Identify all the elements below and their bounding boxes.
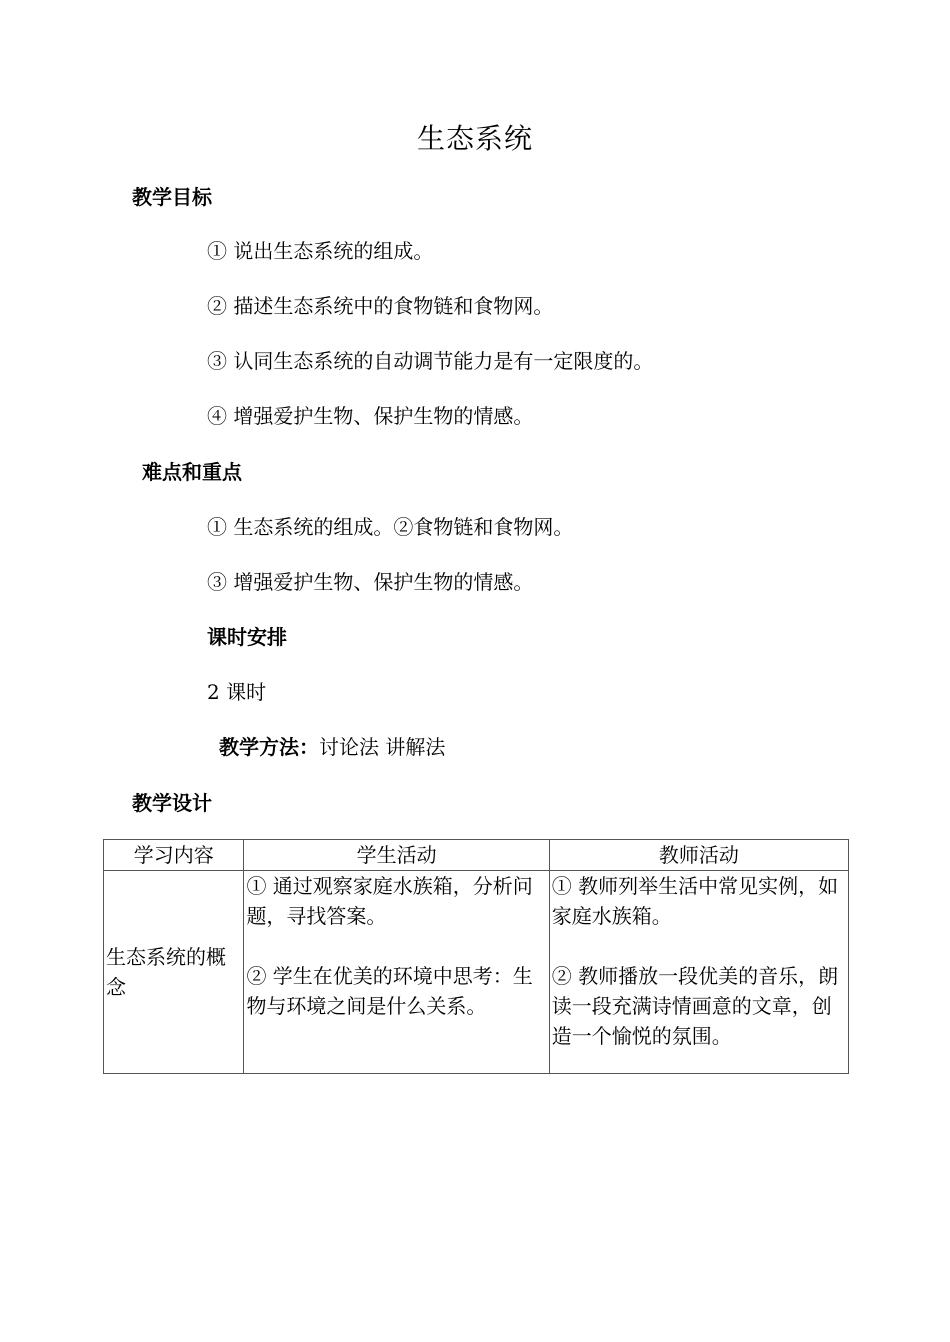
design-heading: 教学设计 bbox=[132, 791, 212, 815]
teaching-method-label: 教学方法： bbox=[219, 735, 319, 759]
table-cell-student bbox=[244, 871, 549, 1074]
table-header-cell: 学习内容 bbox=[104, 840, 244, 871]
objective-item: ④ 增强爱护生物、保护生物的情感。 bbox=[207, 404, 534, 428]
table-header-cell: 教师活动 bbox=[549, 840, 848, 871]
student-activity: ① 通过观察家庭水族箱，分析问题，寻找答案。 bbox=[246, 874, 533, 928]
schedule-heading: 课时安排 bbox=[207, 625, 287, 649]
teacher-activity: ② 教师播放一段优美的音乐，朗读一段充满诗情画意的文章，创造一个愉悦的氛围。 bbox=[551, 964, 839, 1048]
table-header-row bbox=[104, 840, 849, 871]
objective-item: ① 说出生态系统的组成。 bbox=[207, 239, 434, 263]
table-row bbox=[104, 871, 849, 1074]
page-title: 生态系统 bbox=[416, 122, 533, 155]
table-cell-content: 生态系统的概念 bbox=[104, 871, 244, 1074]
key-point-item: ① 生态系统的组成。②食物链和食物网。 bbox=[207, 515, 574, 539]
objective-item: ② 描述生态系统中的食物链和食物网。 bbox=[207, 294, 554, 318]
design-table bbox=[103, 839, 849, 1074]
key-points-heading: 难点和重点 bbox=[142, 460, 242, 484]
schedule-value: 2 课时 bbox=[207, 680, 267, 704]
teaching-method-value: 讨论法 讲解法 bbox=[319, 735, 446, 759]
teacher-activity: ① 教师列举生活中常见实例，如家庭水族箱。 bbox=[551, 874, 839, 928]
table-header-cell: 学生活动 bbox=[244, 840, 549, 871]
objectives-heading: 教学目标 bbox=[132, 185, 212, 209]
teaching-method bbox=[219, 731, 445, 760]
key-point-item: ③ 增强爱护生物、保护生物的情感。 bbox=[207, 570, 534, 594]
table-cell-teacher bbox=[549, 871, 848, 1074]
student-activity: ② 学生在优美的环境中思考：生物与环境之间是什么关系。 bbox=[246, 964, 533, 1018]
objective-item: ③ 认同生态系统的自动调节能力是有一定限度的。 bbox=[207, 349, 654, 373]
